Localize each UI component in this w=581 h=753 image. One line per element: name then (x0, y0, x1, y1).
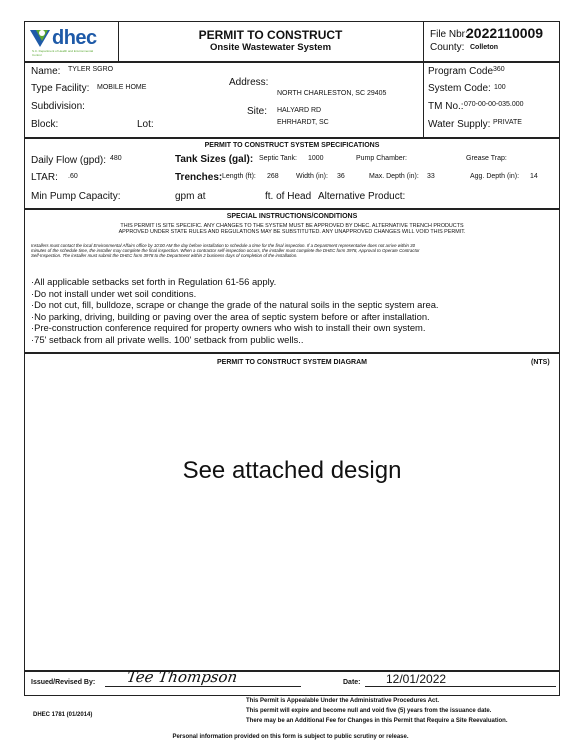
header-divider-right (423, 21, 424, 62)
county-value: Colleton (470, 44, 498, 51)
appeal-line-3: There may be an Additional Fee for Changes in this Permit that Require a Site Reevaluation. (246, 718, 508, 724)
grease-trap-label: Grease Trap: (466, 155, 507, 162)
program-code-label: Program Code (428, 66, 494, 77)
daily-flow-value: 480 (110, 155, 122, 162)
water-supply-label: Water Supply: (428, 119, 491, 130)
tm-number-label: TM No.: (428, 101, 464, 112)
conditions-list (31, 276, 439, 346)
site-line1: HALYARD RD (277, 107, 322, 114)
notice-line-1: THIS PERMIT IS SITE SPECIFIC. ANY CHANGES TO THE SYSTEM MUST BE APPROVED BY DHEC. ALTERNATIVE TRENCH PRODUCTS (120, 223, 464, 229)
head-label: ft. of Head (265, 191, 312, 202)
condition-item: ·Do not cut, fill, bulldoze, scrape or change the grade of the natural soils in the septic system area. (31, 299, 439, 311)
dhec-logo (28, 25, 114, 59)
appeal-line-1: This Permit is Appealable Under the Administrative Procedures Act. (246, 698, 440, 704)
width-label: Width (in): (296, 173, 328, 180)
file-number-value: 2022110009 (466, 25, 544, 41)
tank-sizes-label: Tank Sizes (gal): (175, 154, 254, 165)
file-number-label: File Nbr: (430, 29, 468, 40)
system-code-value: 100 (494, 84, 506, 91)
signature: Tee Thompson (125, 668, 239, 686)
width-value: 36 (337, 173, 345, 180)
system-code-label: System Code: (428, 83, 491, 94)
date-value: 12/01/2022 (386, 672, 447, 686)
length-label: Length (ft): (222, 173, 256, 180)
condition-item: ·Do not install under wet soil conditions. (31, 287, 197, 299)
length-value: 268 (267, 173, 279, 180)
water-supply-value: PRIVATE (493, 119, 522, 126)
max-depth-value: 33 (427, 173, 435, 180)
installer-line-2: minutes of the schedule time, the installer may complete the final inspection. When a contractor self-inspection occurs, the installer must complete the DHEC form 3978, Approval to Operate Contractor (31, 248, 420, 253)
notice-line-2: APPROVED UNDER STATE RULES AND REGULATIONS MAY BE SUBSTITUTED. ANY UNAPPROVED CHANGES WILL VOID THIS PERMIT. (118, 229, 466, 235)
program-code-value: 360 (493, 66, 505, 73)
condition-item: ·No parking, driving, building or paving over the area of septic system before or after installation. (31, 310, 430, 322)
issued-by-label: Issued/Revised By: (31, 679, 96, 686)
condition-item: ·All applicable setbacks set forth in Regulation 61-56 apply. (31, 276, 277, 287)
appeal-line-2: This permit will expire and become null and void five (5) years from the issuance date. (246, 708, 492, 714)
signature-line (105, 686, 301, 687)
form-id: DHEC 1781 (01/2014) (33, 712, 93, 718)
date-label: Date: (343, 679, 361, 686)
pump-chamber-label: Pump Chamber: (356, 155, 407, 162)
county-label: County: (430, 42, 465, 53)
logo-text: dhec (52, 27, 97, 49)
type-facility-value: MOBILE HOME (97, 84, 147, 91)
signature-box (24, 671, 560, 696)
address-value: NORTH CHARLESTON, SC 29405 (277, 90, 387, 97)
block-label: Block: (31, 119, 59, 130)
septic-tank-label: Septic Tank: (259, 155, 298, 162)
address-label: Address: (229, 77, 269, 88)
site-label: Site: (247, 106, 268, 117)
condition-item: ·75' setback from all private wells. 100' setback from public wells.. (31, 333, 304, 345)
nts-label: (NTS) (531, 359, 550, 366)
daily-flow-label: Daily Flow (gpd): (31, 155, 107, 166)
diagram-box (24, 353, 560, 671)
page-subtitle: Onsite Wastewater System (209, 42, 332, 53)
agg-depth-label: Agg. Depth (in): (470, 173, 520, 180)
installer-line-1: Installers must contact the local Environmental Affairs office by 10:00 AM the day before installation to schedule a time for the final inspection. If a Department representative does not arrive within 30 (31, 243, 416, 248)
privacy-notice: Personal information provided on this form is subject to public scrutiny or release. (172, 734, 409, 740)
logo-subtext: S.C. Department of Health and Environmental Control (32, 49, 94, 57)
septic-tank-value: 1000 (308, 155, 324, 162)
specs-heading: PERMIT TO CONSTRUCT SYSTEM SPECIFICATIONS (204, 142, 380, 149)
alternative-product-label: Alternative Product: (318, 191, 406, 202)
condition-item: ·Pre-construction conference required for property owners who wish to install their own system. (31, 322, 426, 334)
info-divider (423, 62, 424, 138)
name-value: TYLER SGRO (68, 66, 114, 73)
name-label: Name: (31, 66, 61, 77)
page-title: PERMIT TO CONSTRUCT (198, 28, 343, 42)
lot-label: Lot: (137, 119, 154, 130)
instructions-heading: SPECIAL INSTRUCTIONS/CONDITIONS (226, 213, 358, 220)
subdivision-label: Subdivision: (31, 101, 85, 112)
date-line (365, 686, 556, 687)
ltar-value: .60 (68, 173, 78, 180)
max-depth-label: Max. Depth (in): (369, 173, 419, 180)
diagram-body-text: See attached design (182, 457, 402, 484)
trenches-label: Trenches: (175, 172, 223, 183)
gpm-label: gpm at (175, 191, 206, 202)
installer-line-3: Self-Inspection. The installer must submit the DHEC form 3978 to the Department within 2 business days of completion of the installation. (31, 253, 298, 258)
diagram-heading: PERMIT TO CONSTRUCT SYSTEM DIAGRAM (217, 359, 367, 366)
tm-number-value: 070-00-00-035.000 (464, 101, 524, 108)
ltar-label: LTAR: (31, 172, 58, 183)
type-facility-label: Type Facility: (31, 83, 90, 94)
site-line2: EHRHARDT, SC (277, 119, 329, 126)
min-pump-label: Min Pump Capacity: (31, 191, 121, 202)
agg-depth-value: 14 (530, 173, 538, 180)
